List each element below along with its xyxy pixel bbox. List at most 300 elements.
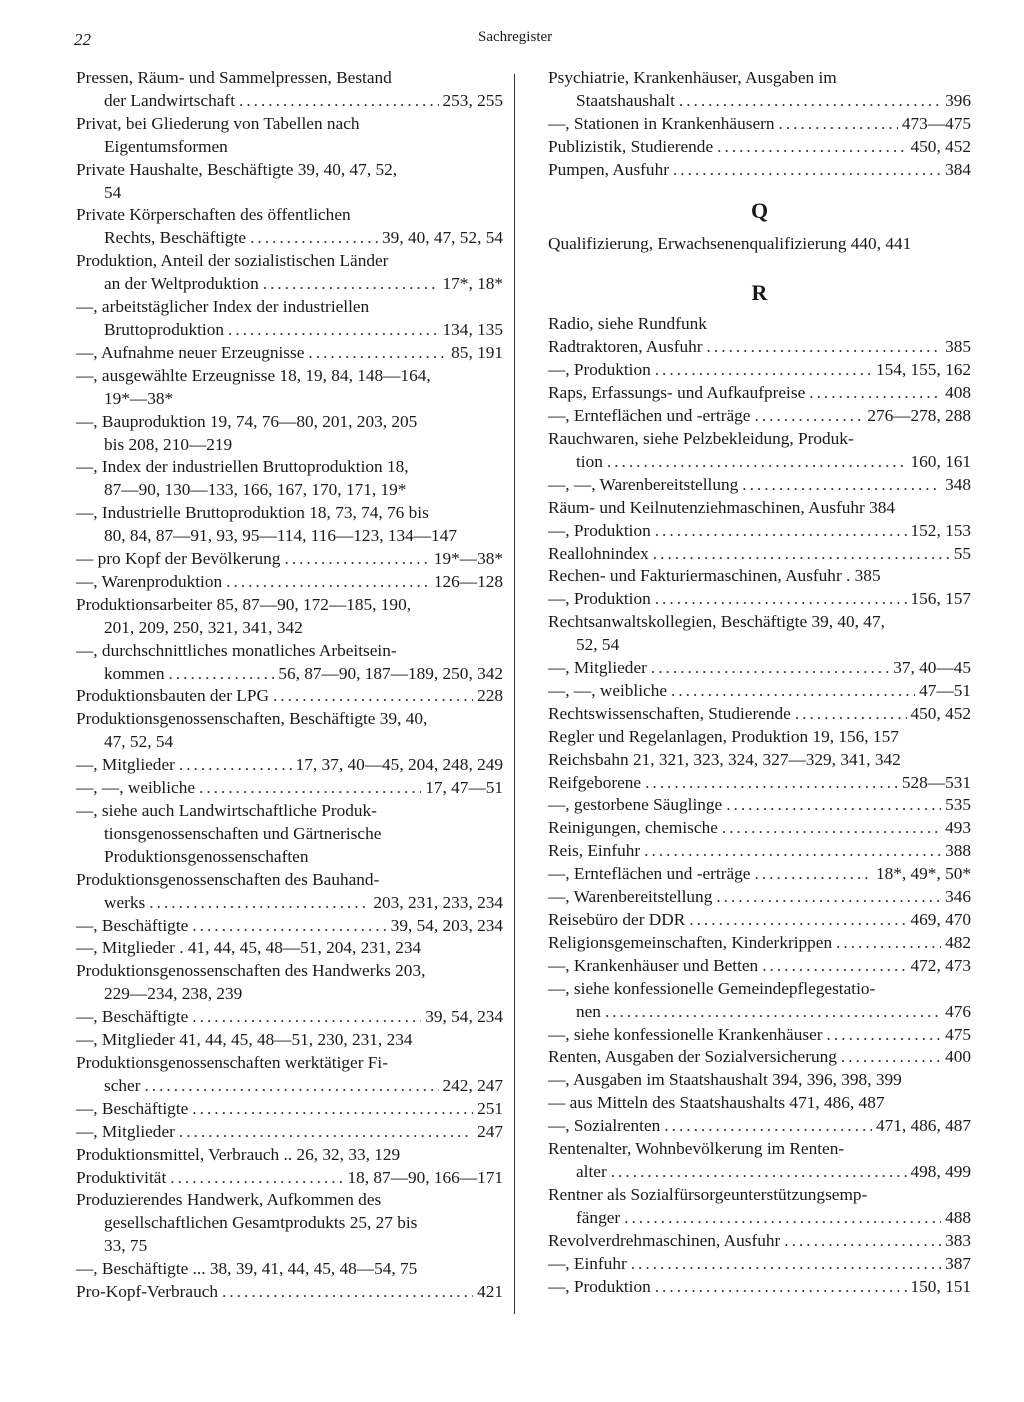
index-entry — [548, 588, 971, 611]
entry-heading-line — [76, 1281, 503, 1304]
entry-text: Pumpen, Ausfuhr — [548, 159, 669, 179]
entry-heading-line — [548, 703, 971, 726]
entry-text: Rechtswissenschaften, Studierende — [548, 703, 791, 723]
dot-leader — [707, 336, 942, 359]
entry-page-refs: 56, 87—90, 187—189, 250, 342 — [278, 663, 503, 683]
index-entry — [548, 886, 971, 909]
entry-heading-line — [76, 708, 503, 731]
index-entry — [548, 909, 971, 932]
dot-leader — [192, 1006, 421, 1029]
entry-heading-line — [548, 1253, 971, 1276]
index-entry — [76, 1144, 503, 1167]
entry-heading-line — [76, 365, 503, 388]
index-entry — [548, 1024, 971, 1047]
entry-text: Religionsgemeinschaften, Kinderkrippen — [548, 932, 833, 952]
section-letter-r: R — [751, 280, 768, 306]
dot-leader — [653, 543, 950, 566]
entry-heading-line — [76, 342, 503, 365]
running-head: Sachregister — [478, 29, 553, 45]
index-entry — [76, 296, 503, 342]
entry-heading-line — [76, 800, 503, 823]
index-entry — [548, 1230, 971, 1253]
entry-page-refs: 203, 231, 233, 234 — [373, 892, 503, 912]
entry-heading-line — [76, 594, 503, 617]
dot-leader — [784, 1230, 941, 1253]
entry-text: —, Ernteflächen und -erträge — [548, 864, 751, 884]
entry-page-refs: 388 — [945, 841, 971, 861]
entry-page-refs: 493 — [945, 818, 971, 838]
entry-heading-line — [76, 159, 503, 182]
entry-text: Eigentumsformen — [104, 136, 228, 156]
entry-page-refs: 472, 473 — [910, 955, 971, 975]
index-entry — [76, 960, 503, 1006]
index-entry — [76, 708, 503, 754]
entry-text: nen — [576, 1001, 601, 1021]
dot-leader — [239, 90, 439, 113]
entry-heading-line — [76, 1167, 503, 1190]
dot-leader — [664, 1115, 872, 1138]
entry-continuation-line — [76, 617, 503, 640]
index-entry — [548, 772, 971, 795]
entry-heading-line — [76, 1258, 503, 1281]
dot-leader — [671, 680, 915, 703]
entry-page-refs: 276—278, 288 — [867, 406, 971, 426]
entry-continuation-line — [76, 892, 503, 915]
entry-text: —, siehe konfessionelle Krankenhäuser — [548, 1024, 823, 1044]
dot-leader — [689, 909, 906, 932]
entry-heading-line — [548, 336, 971, 359]
entry-text: —, Mitglieder — [76, 1121, 175, 1141]
entry-text: tion — [576, 451, 603, 471]
entry-page-refs: 387 — [945, 1253, 971, 1273]
entry-text: —, Produktion — [548, 1276, 651, 1296]
entry-heading-line — [76, 685, 503, 708]
entry-page-refs: 19*—38* — [433, 549, 503, 569]
entry-continuation-line — [76, 1235, 503, 1258]
index-entry — [548, 1046, 971, 1069]
dot-leader — [179, 754, 292, 777]
index-entry — [76, 502, 503, 548]
index-entry — [548, 680, 971, 703]
entry-text: Produktionsgenossenschaften des Bauhand- — [76, 869, 380, 889]
entry-heading-line — [548, 1230, 971, 1253]
entry-page-refs: 55 — [953, 543, 971, 563]
dot-leader — [841, 1046, 941, 1069]
entry-text: Reallohnindex — [548, 543, 649, 563]
entry-page-refs: 408 — [945, 383, 971, 403]
entry-heading-line — [548, 382, 971, 405]
entry-text: Produktionsbauten der LPG — [76, 686, 269, 706]
entry-text: 52, 54 — [576, 635, 620, 655]
entry-text: —, Warenbereitstellung — [548, 887, 713, 907]
entry-text: Reichsbahn 21, 321, 323, 324, 327—329, 341, 342 — [548, 749, 901, 769]
entry-continuation-line — [76, 182, 503, 205]
dot-leader — [717, 136, 906, 159]
entry-heading-line — [76, 1006, 503, 1029]
entry-text: 19*—38* — [104, 388, 174, 408]
index-entry — [76, 1189, 503, 1258]
entry-text: —, Produktion — [548, 360, 651, 380]
entry-page-refs: 39, 40, 47, 52, 54 — [382, 228, 503, 248]
entry-heading-line — [548, 159, 971, 182]
entry-page-refs: 17, 37, 40—45, 204, 248, 249 — [295, 755, 503, 775]
entry-text: der Landwirtschaft — [104, 90, 235, 110]
entry-text: Pro-Kopf-Verbrauch — [76, 1282, 219, 1302]
entry-heading-line — [548, 497, 971, 520]
section-letter-q: Q — [750, 197, 769, 223]
entry-text: —, durchschnittliches monatliches Arbeitsein- — [76, 640, 397, 660]
entry-text: Produktionsgenossenschaften, Beschäftigte 39, 40, — [76, 709, 428, 729]
entry-page-refs: 17*, 18* — [442, 274, 503, 294]
index-entry — [548, 359, 971, 382]
index-entry — [76, 1052, 503, 1098]
entry-text: werks — [104, 892, 146, 912]
entry-text: Renten, Ausgaben der Sozialversicherung — [548, 1047, 837, 1067]
dot-leader — [722, 817, 941, 840]
entry-page-refs: 421 — [477, 1282, 503, 1302]
entry-text: 54 — [104, 182, 122, 202]
index-entry — [76, 800, 503, 869]
entry-text: Psychiatrie, Krankenhäuser, Ausgaben im — [548, 68, 837, 87]
entry-continuation-line — [76, 731, 503, 754]
entry-text: —, Ausgaben im Staatshaushalt 394, 396, 398, 399 — [548, 1070, 902, 1090]
dot-leader — [228, 319, 439, 342]
entry-heading-line — [76, 548, 503, 571]
entry-text: Produktionsmittel, Verbrauch .. 26, 32, 33, 129 — [76, 1144, 401, 1164]
index-entry — [548, 543, 971, 566]
entry-page-refs: 156, 157 — [910, 589, 971, 609]
index-entry — [548, 159, 971, 182]
entry-page-refs: 471, 486, 487 — [875, 1116, 971, 1136]
entry-heading-line — [548, 520, 971, 543]
entry-page-refs: 475 — [945, 1024, 971, 1044]
index-entry — [76, 915, 503, 938]
entry-text: Pressen, Räum- und Sammelpressen, Bestand — [76, 68, 392, 87]
entry-text: tionsgenossenschaften und Gärtnerische — [104, 823, 382, 843]
index-entry — [548, 1276, 971, 1299]
p-entries — [548, 67, 971, 182]
entry-text: Rechen- und Fakturiermaschinen, Ausfuhr . 385 — [548, 566, 881, 586]
entry-text: — pro Kopf der Bevölkerung — [76, 549, 281, 569]
index-entry — [76, 456, 503, 502]
entry-heading-line — [548, 1138, 971, 1161]
entry-text: 201, 209, 250, 321, 341, 342 — [104, 617, 303, 637]
entry-heading-line — [548, 1046, 971, 1069]
entry-heading-line — [548, 726, 971, 749]
entry-continuation-line — [76, 525, 503, 548]
index-entry — [76, 159, 503, 205]
dot-leader — [655, 359, 872, 382]
entry-heading-line — [548, 749, 971, 772]
entry-text: 229—234, 238, 239 — [104, 984, 243, 1004]
entry-text: kommen — [104, 663, 165, 683]
index-entry — [548, 113, 971, 136]
entry-page-refs: 242, 247 — [442, 1075, 503, 1095]
dot-leader — [779, 113, 898, 136]
dot-leader — [250, 227, 378, 250]
column-rule — [514, 74, 515, 1314]
dot-leader — [726, 794, 941, 817]
entry-continuation-line — [76, 1212, 503, 1235]
entry-text: —, siehe konfessionelle Gemeindepflegestatio- — [548, 978, 876, 998]
entry-continuation-line — [76, 479, 503, 502]
dot-leader — [631, 1253, 941, 1276]
index-column-right — [548, 67, 971, 1298]
entry-heading-line — [548, 909, 971, 932]
entry-heading-line — [76, 960, 503, 983]
entry-page-refs: 247 — [477, 1121, 503, 1141]
entry-text: Radtraktoren, Ausfuhr — [548, 337, 703, 357]
entry-text: Reisebüro der DDR — [548, 910, 686, 929]
entry-text: Bruttoproduktion — [104, 319, 225, 339]
entry-text: —, Beschäftigte — [76, 1007, 189, 1027]
entry-text: Produktion, Anteil der sozialistischen Länder — [76, 251, 389, 271]
dot-leader — [673, 159, 941, 182]
index-entry — [548, 978, 971, 1024]
index-entry — [548, 474, 971, 497]
page-number: 22 — [74, 30, 91, 49]
entry-page-refs: 385 — [945, 337, 971, 357]
index-entry — [548, 405, 971, 428]
entry-heading-line — [548, 113, 971, 136]
entry-heading-line — [548, 772, 971, 795]
entry-heading-line — [76, 296, 503, 319]
entry-text: —, Krankenhäuser und Betten — [548, 955, 759, 975]
entry-page-refs: 482 — [945, 932, 971, 952]
dot-leader — [655, 1276, 907, 1299]
index-entry — [76, 204, 503, 250]
entry-text: —, Warenproduktion — [76, 571, 223, 591]
index-entry — [76, 342, 503, 365]
entry-heading-line — [548, 359, 971, 382]
entry-continuation-line — [76, 227, 503, 250]
entry-heading-line — [548, 474, 971, 497]
dot-leader — [809, 382, 941, 405]
entry-continuation-line — [548, 1161, 971, 1184]
dot-leader — [222, 1281, 473, 1304]
entry-text: Private Haushalte, Beschäftigte 39, 40, 47, 52, — [76, 159, 398, 179]
entry-page-refs: 383 — [945, 1230, 971, 1250]
entry-text: —, siehe auch Landwirtschaftliche Produk- — [76, 801, 377, 820]
entry-text: Publizistik, Studierende — [548, 136, 714, 156]
entry-page-refs: 473—475 — [901, 113, 971, 133]
entry-page-refs: 160, 161 — [910, 451, 971, 471]
index-entry — [548, 1253, 971, 1276]
entry-heading-line — [548, 67, 971, 90]
entry-page-refs: 396 — [945, 90, 971, 110]
entry-text: Radio, siehe Rundfunk — [548, 314, 707, 334]
entry-page-refs: 228 — [477, 686, 503, 706]
q-entries — [548, 233, 971, 256]
entry-text: Revolverdrehmaschinen, Ausfuhr — [548, 1230, 781, 1250]
index-entry — [548, 428, 971, 474]
entry-page-refs: 126—128 — [433, 571, 503, 591]
index-entry — [76, 1167, 503, 1190]
entry-text: Rauchwaren, siehe Pelzbekleidung, Produk- — [548, 428, 854, 448]
entry-heading-line — [76, 1144, 503, 1167]
entry-page-refs: 400 — [945, 1047, 971, 1067]
index-entry — [76, 1121, 503, 1144]
entry-text: —, Index der industriellen Bruttoproduktion 18, — [76, 457, 409, 477]
entry-text: 87—90, 130—133, 166, 167, 170, 171, 19* — [104, 480, 407, 500]
entry-continuation-line — [76, 1075, 503, 1098]
dot-leader — [199, 777, 421, 800]
entry-heading-line — [76, 754, 503, 777]
index-entry — [548, 955, 971, 978]
entry-heading-line — [76, 250, 503, 273]
index-entry — [76, 1006, 503, 1029]
entry-page-refs: 253, 255 — [442, 90, 503, 110]
entry-heading-line — [76, 204, 503, 227]
entry-heading-line — [76, 1029, 503, 1052]
dot-leader — [605, 1001, 941, 1024]
entry-page-refs: 528—531 — [901, 772, 971, 792]
entry-text: —, Beschäftigte — [76, 915, 189, 935]
entry-text: 80, 84, 87—91, 93, 95—114, 116—123, 134—147 — [104, 526, 457, 546]
entry-text: Produktivität — [76, 1167, 167, 1187]
entry-text: —, —, Warenbereitstellung — [548, 474, 739, 494]
index-entry — [548, 233, 971, 256]
entry-text: —, Ernteflächen und -erträge — [548, 406, 751, 426]
entry-heading-line — [548, 657, 971, 680]
entry-text: Reifgeborene — [548, 772, 642, 792]
entry-heading-line — [76, 411, 503, 434]
dot-leader — [754, 405, 863, 428]
entry-text: —, —, weibliche — [548, 680, 668, 700]
index-entry — [548, 1138, 971, 1184]
entry-heading-line — [76, 777, 503, 800]
entry-continuation-line — [548, 451, 971, 474]
dot-leader — [836, 932, 941, 955]
entry-heading-line — [548, 817, 971, 840]
entry-heading-line — [76, 1052, 503, 1075]
entry-heading-line — [548, 233, 971, 256]
entry-heading-line — [76, 113, 503, 136]
index-entry — [548, 1092, 971, 1115]
index-entry — [76, 1098, 503, 1121]
entry-text: —, Aufnahme neuer Erzeugnisse — [76, 342, 305, 362]
entry-text: —, Mitglieder 41, 44, 45, 48—51, 230, 231, 234 — [76, 1030, 413, 1050]
entry-page-refs: 154, 155, 162 — [875, 360, 971, 380]
entry-page-refs: 469, 470 — [910, 910, 971, 929]
dot-leader — [651, 657, 889, 680]
index-entry — [548, 565, 971, 588]
entry-text: —, Beschäftigte — [76, 1098, 189, 1118]
entry-page-refs: 348 — [945, 474, 971, 494]
entry-page-refs: 134, 135 — [442, 319, 503, 339]
entry-heading-line — [76, 915, 503, 938]
entry-heading-line — [548, 680, 971, 703]
entry-continuation-line — [548, 1001, 971, 1024]
dot-leader — [624, 1207, 941, 1230]
entry-continuation-line — [548, 1207, 971, 1230]
index-entry — [548, 520, 971, 543]
entry-heading-line — [76, 1189, 503, 1212]
entry-text: gesellschaftlichen Gesamtprodukts 25, 27 bis — [104, 1213, 418, 1233]
entry-page-refs: 346 — [945, 887, 971, 907]
entry-text: —, gestorbene Säuglinge — [548, 795, 723, 815]
dot-leader — [716, 886, 941, 909]
index-entry — [548, 840, 971, 863]
entry-text: —, Sozialrenten — [548, 1116, 661, 1136]
entry-page-refs: 450, 452 — [910, 703, 971, 723]
entry-continuation-line — [76, 434, 503, 457]
index-entry — [548, 932, 971, 955]
entry-text: Rentner als Sozialfürsorgeunterstützungsemp- — [548, 1184, 868, 1204]
entry-text: —, Industrielle Bruttoproduktion 18, 73, 74, 76 bis — [76, 503, 429, 523]
index-entry — [548, 313, 971, 336]
index-entry — [548, 67, 971, 113]
entry-continuation-line — [76, 846, 503, 869]
index-entry — [548, 749, 971, 772]
entry-text: Staatshaushalt — [576, 90, 675, 110]
entry-heading-line — [548, 1184, 971, 1207]
entry-text: alter — [576, 1161, 607, 1181]
index-entry — [548, 726, 971, 749]
entry-page-refs: 37, 40—45 — [893, 658, 971, 678]
dot-leader — [273, 685, 473, 708]
dot-leader — [754, 863, 871, 886]
entry-page-refs: 488 — [945, 1207, 971, 1227]
entry-page-refs: 384 — [945, 159, 971, 179]
index-entry — [548, 657, 971, 680]
entry-page-refs: 150, 151 — [910, 1276, 971, 1296]
entry-text: —, Produktion — [548, 520, 651, 540]
entry-text: —, Produktion — [548, 589, 651, 609]
index-entry — [76, 1029, 503, 1052]
dot-leader — [607, 451, 907, 474]
entry-heading-line — [548, 886, 971, 909]
dot-leader — [284, 548, 429, 571]
entry-text: —, Beschäftigte ... 38, 39, 41, 44, 45, 48—54, 75 — [76, 1259, 418, 1279]
index-entry — [548, 1069, 971, 1092]
entry-text: Qualifizierung, Erwachsenenqualifizierung 440, 441 — [548, 233, 912, 253]
dot-leader — [168, 663, 274, 686]
entry-text: scher — [104, 1075, 141, 1095]
entry-heading-line — [548, 1115, 971, 1138]
entry-text: Rechts, Beschäftigte — [104, 228, 247, 248]
index-entry — [76, 640, 503, 686]
dot-leader — [144, 1075, 438, 1098]
dot-leader — [170, 1167, 343, 1190]
index-entry — [76, 937, 503, 960]
entry-heading-line — [76, 502, 503, 525]
index-entry — [548, 863, 971, 886]
entry-heading-line — [548, 932, 971, 955]
entry-heading-line — [548, 1276, 971, 1299]
entry-heading-line — [548, 588, 971, 611]
entry-heading-line — [548, 955, 971, 978]
entry-text: Produktionsgenossenschaften werktätiger Fi- — [76, 1052, 388, 1072]
entry-heading-line — [76, 456, 503, 479]
index-entry — [76, 548, 503, 571]
entry-heading-line — [76, 1098, 503, 1121]
index-entry — [76, 250, 503, 296]
index-entry — [76, 113, 503, 159]
entry-page-refs: 450, 452 — [910, 136, 971, 156]
entry-heading-line — [548, 1069, 971, 1092]
dot-leader — [827, 1024, 942, 1047]
entry-heading-line — [548, 428, 971, 451]
entry-text: —, Mitglieder — [76, 755, 175, 775]
index-column-left — [76, 67, 503, 1304]
entry-heading-line — [548, 978, 971, 1001]
entry-continuation-line — [76, 273, 503, 296]
dot-leader — [263, 273, 439, 296]
entry-text: Produktionsgenossenschaften — [104, 846, 309, 866]
dot-leader — [226, 571, 430, 594]
entry-page-refs: 39, 54, 203, 234 — [390, 915, 503, 935]
